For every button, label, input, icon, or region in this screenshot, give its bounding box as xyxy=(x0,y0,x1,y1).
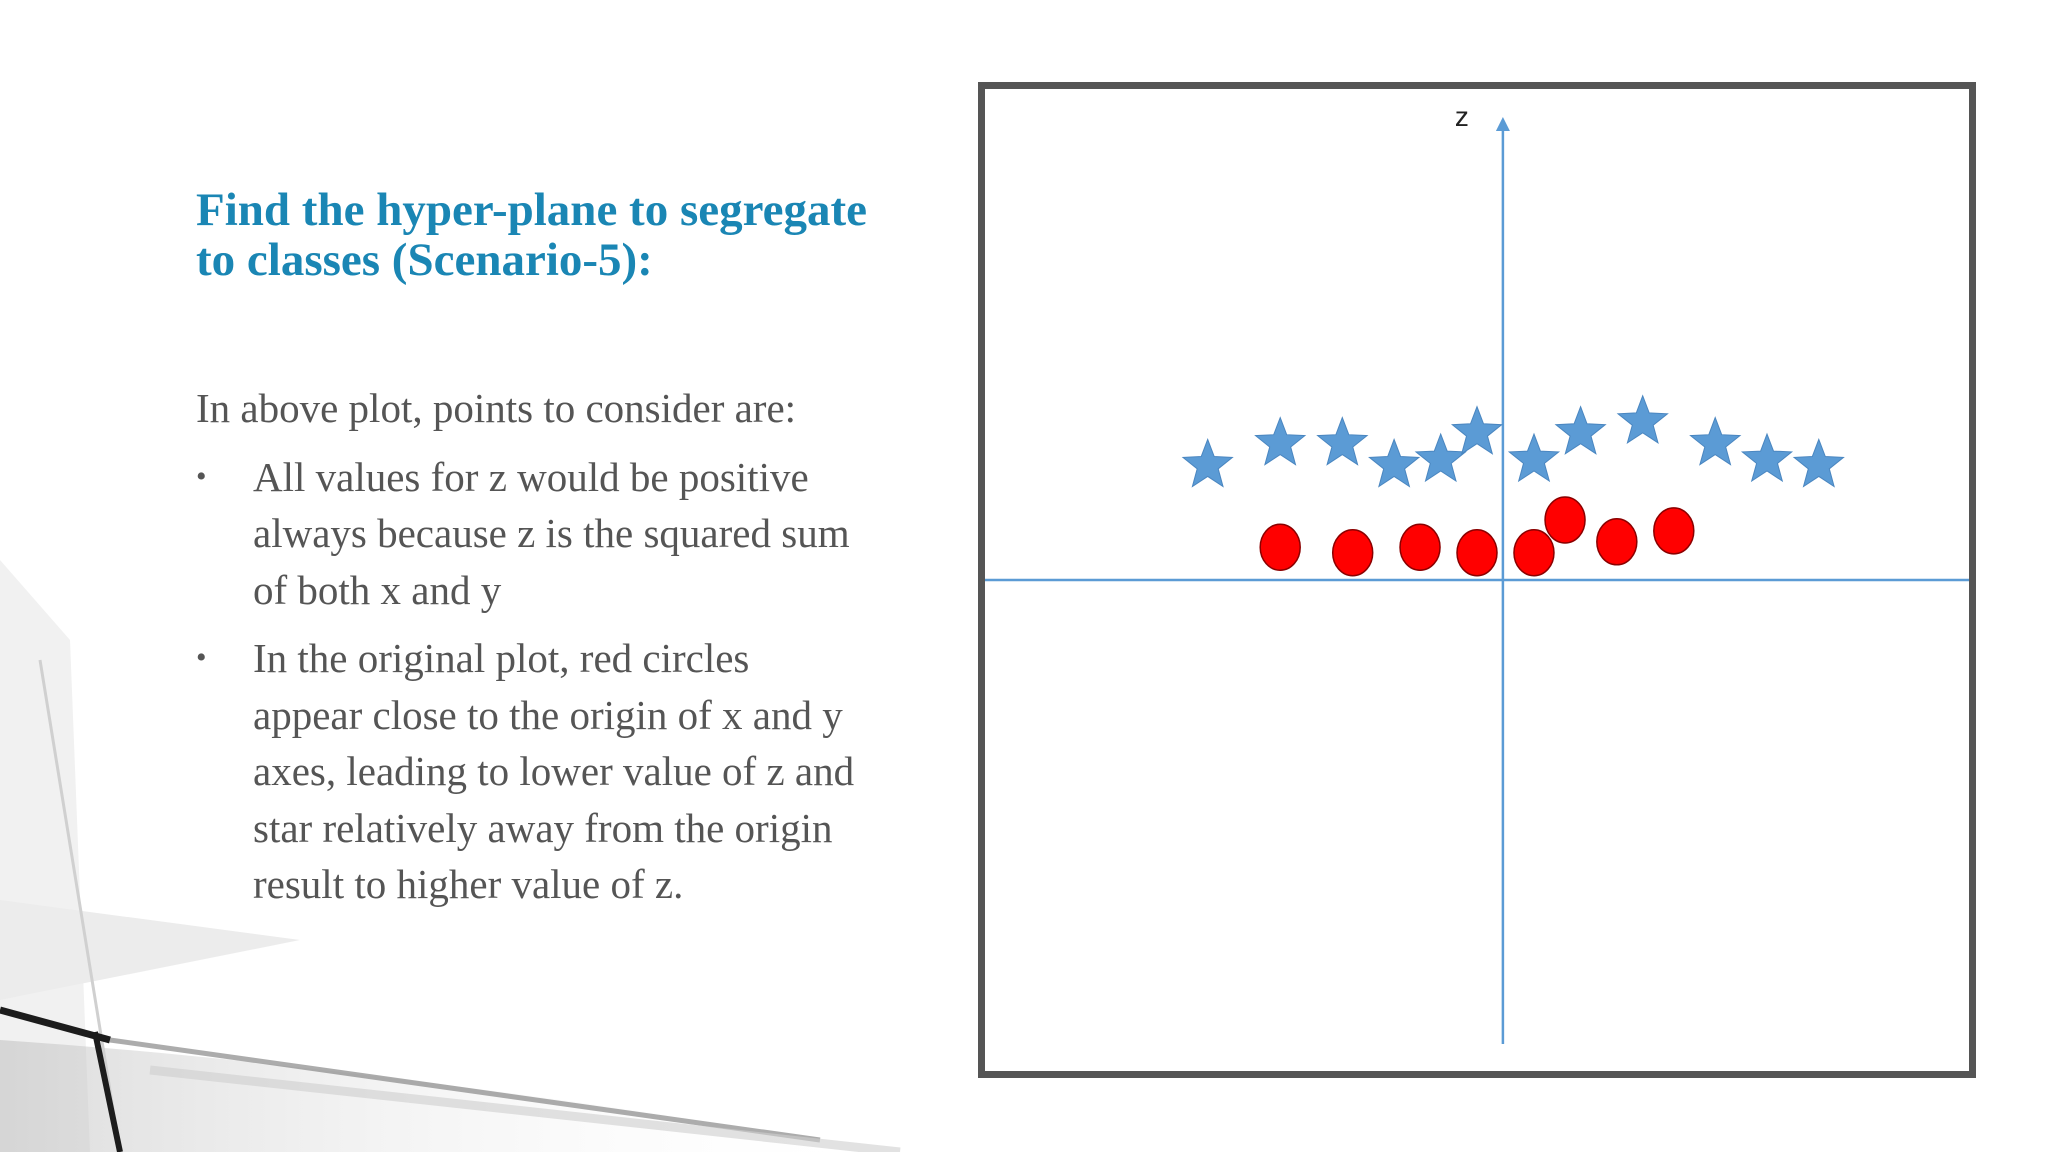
bullet-item xyxy=(196,630,856,913)
star-point xyxy=(1618,396,1668,443)
bullet-text: In the original plot, red circles appear close to the origin of x and y axes, leading to lower value of z and star relatively away from the origin result to higher value of z. xyxy=(253,635,855,907)
star-point xyxy=(1509,434,1559,481)
star-point xyxy=(1256,418,1305,465)
red-circle-point xyxy=(1545,497,1585,543)
z-axis-label: z xyxy=(1454,101,1469,132)
bullet-icon: • xyxy=(196,459,207,493)
slide-title: Find the hyper-plane to segregate to classes (Scenario-5): xyxy=(196,184,867,286)
red-circle-point xyxy=(1333,530,1373,576)
star-point xyxy=(1369,439,1419,486)
red-circle-point xyxy=(1514,530,1554,576)
intro-text: In above plot, points to consider are: xyxy=(196,385,797,431)
star-point xyxy=(1318,418,1368,465)
red-circle-point xyxy=(1654,508,1694,554)
bullet-text: All values for z would be positive always because z is the squared sum of both x and y xyxy=(253,453,850,613)
red-circle-point xyxy=(1597,519,1637,565)
red-circle-point xyxy=(1457,530,1497,576)
star-point xyxy=(1416,434,1466,481)
slide-body xyxy=(196,380,856,925)
star-point xyxy=(1691,418,1741,465)
star-point xyxy=(1742,434,1791,481)
bullet-icon: • xyxy=(196,641,207,674)
scatter-chart xyxy=(985,89,1969,1071)
bullet-list xyxy=(196,449,856,913)
red-circle-point xyxy=(1400,524,1440,570)
chart-frame xyxy=(978,82,1976,1078)
data-points xyxy=(1183,396,1844,576)
bullet-item xyxy=(196,449,856,619)
star-point xyxy=(1794,439,1843,486)
z-axis-arrowhead xyxy=(1496,117,1510,131)
star-point xyxy=(1452,407,1501,454)
red-circle-point xyxy=(1260,524,1300,570)
star-point xyxy=(1556,407,1605,454)
star-point xyxy=(1183,439,1232,486)
